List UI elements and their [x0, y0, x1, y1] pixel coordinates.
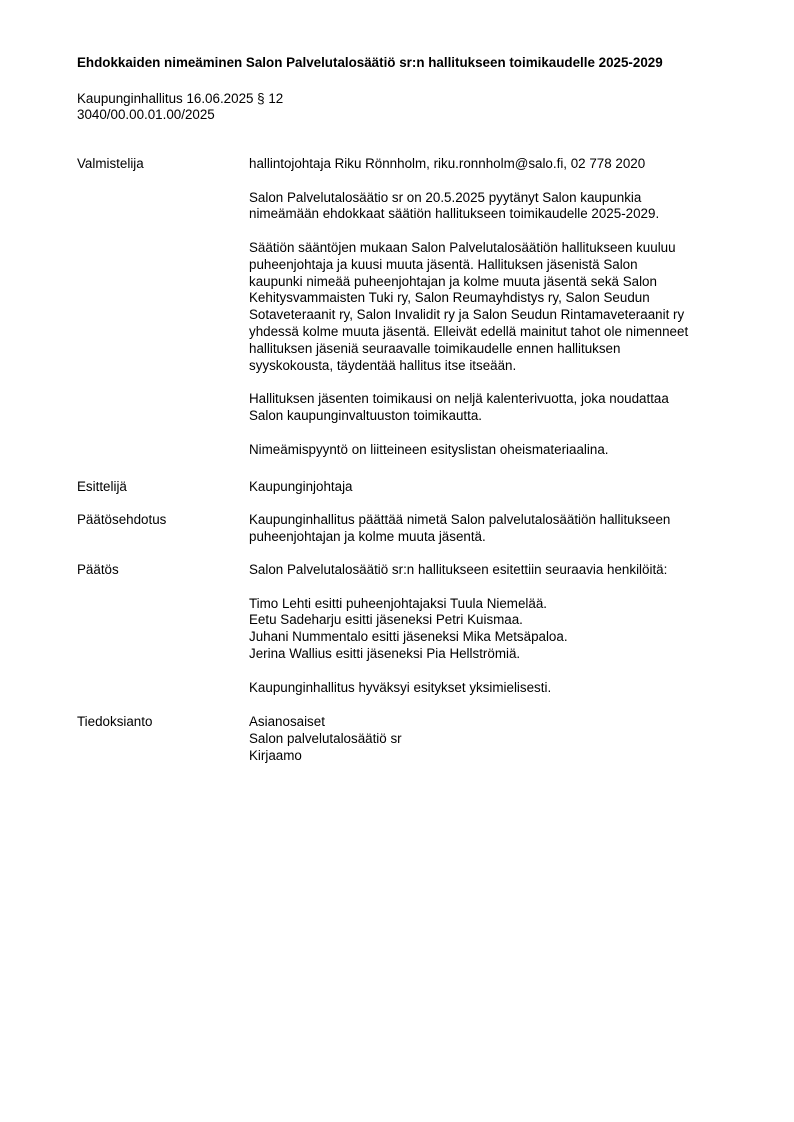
paragraph-rules: Säätiön sääntöjen mukaan Salon Palvelutalosäätiön hallitukseen kuuluu puheenjohtaja ja kuusi muuta jäsentä. Hallituksen jäsenistä Salon kaupunki nimeää puheenjohtajan ja kolme muuta jäsentä sekä Salon Kehitysvammaisten Tuki ry, Salon Reumayhdistys ry, Salon Seudun Sotaveteraanit ry, Salon Invalidit ry ja Salon Seudun Rintamaveteraanit ry yhdessä kolme muuta jäsentä. Elleivät edellä mainitut tahot ole nimenneet hallituksen jäseniä seuraavalle toimikaudelle ennen hallituksen syyskokousta, täydentää hallitus itse itseään.	[249, 239, 689, 373]
section-label-paatos: Päätös	[77, 562, 119, 577]
section-body-valmistelija	[249, 156, 739, 458]
nomination-list	[249, 596, 739, 663]
decision-body	[249, 562, 739, 696]
nomination-item: Jerina Wallius esitti jäseneksi Pia Hellströmiä.	[249, 645, 521, 661]
preparer-contact: hallintojohtaja Riku Rönnholm, riku.ronnholm@salo.fi, 02 778 2020	[249, 156, 646, 171]
nomination-item: Eetu Sadeharju esitti jäseneksi Petri Kuismaa.	[249, 612, 523, 628]
paragraph-request: Salon Palvelutalosäätio sr on 20.5.2025 pyytänyt Salon kaupunkia nimeämään ehdokkaat säätiön hallitukseen toimikaudelle 2025-2029.	[249, 189, 660, 222]
meeting-reference: Kaupunginhallitus 16.06.2025 § 12	[77, 91, 284, 106]
presenter-value: Kaupunginjohtaja	[249, 479, 353, 494]
section-label-valmistelija: Valmistelija	[77, 156, 144, 171]
record-number: 3040/00.00.01.00/2025	[77, 107, 215, 122]
recipient-list	[249, 714, 739, 764]
section-label-esittelija: Esittelijä	[77, 479, 127, 494]
recipient-item: Kirjaamo	[249, 747, 302, 763]
section-label-tiedoksianto: Tiedoksianto	[77, 714, 153, 729]
nomination-item: Timo Lehti esitti puheenjohtajaksi Tuula Niemelää.	[249, 595, 547, 611]
paragraph-term: Hallituksen jäsenten toimikausi on neljä kalenterivuotta, joka noudattaa Salon kaupunginvaltuuston toimikautta.	[249, 391, 669, 423]
document-title: Ehdokkaiden nimeäminen Salon Palvelutalosäätiö sr:n hallitukseen toimikaudelle 2025-2029	[77, 55, 663, 70]
proposal-text: Kaupunginhallitus päättää nimetä Salon palvelutalosäätiön hallitukseen puheenjohtajan ja kolme muuta jäsentä.	[249, 512, 671, 544]
nomination-item: Juhani Nummentalo esitti jäseneksi Mika Metsäpaloa.	[249, 629, 568, 645]
section-label-paatosehdotus: Päätösehdotus	[77, 512, 167, 527]
paragraph-attachment: Nimeämispyyntö on liitteineen esityslistan oheismateriaalina.	[249, 441, 609, 457]
decision-intro: Salon Palvelutalosäätiö sr:n hallitukseen esitettiin seuraavia henkilöitä:	[249, 562, 668, 577]
recipient-item: Salon palvelutalosäätiö sr	[249, 730, 402, 746]
recipient-item: Asianosaiset	[249, 714, 325, 729]
meeting-meta	[77, 91, 283, 123]
decision-outcome: Kaupunginhallitus hyväksyi esitykset yksimielisesti.	[249, 679, 552, 695]
